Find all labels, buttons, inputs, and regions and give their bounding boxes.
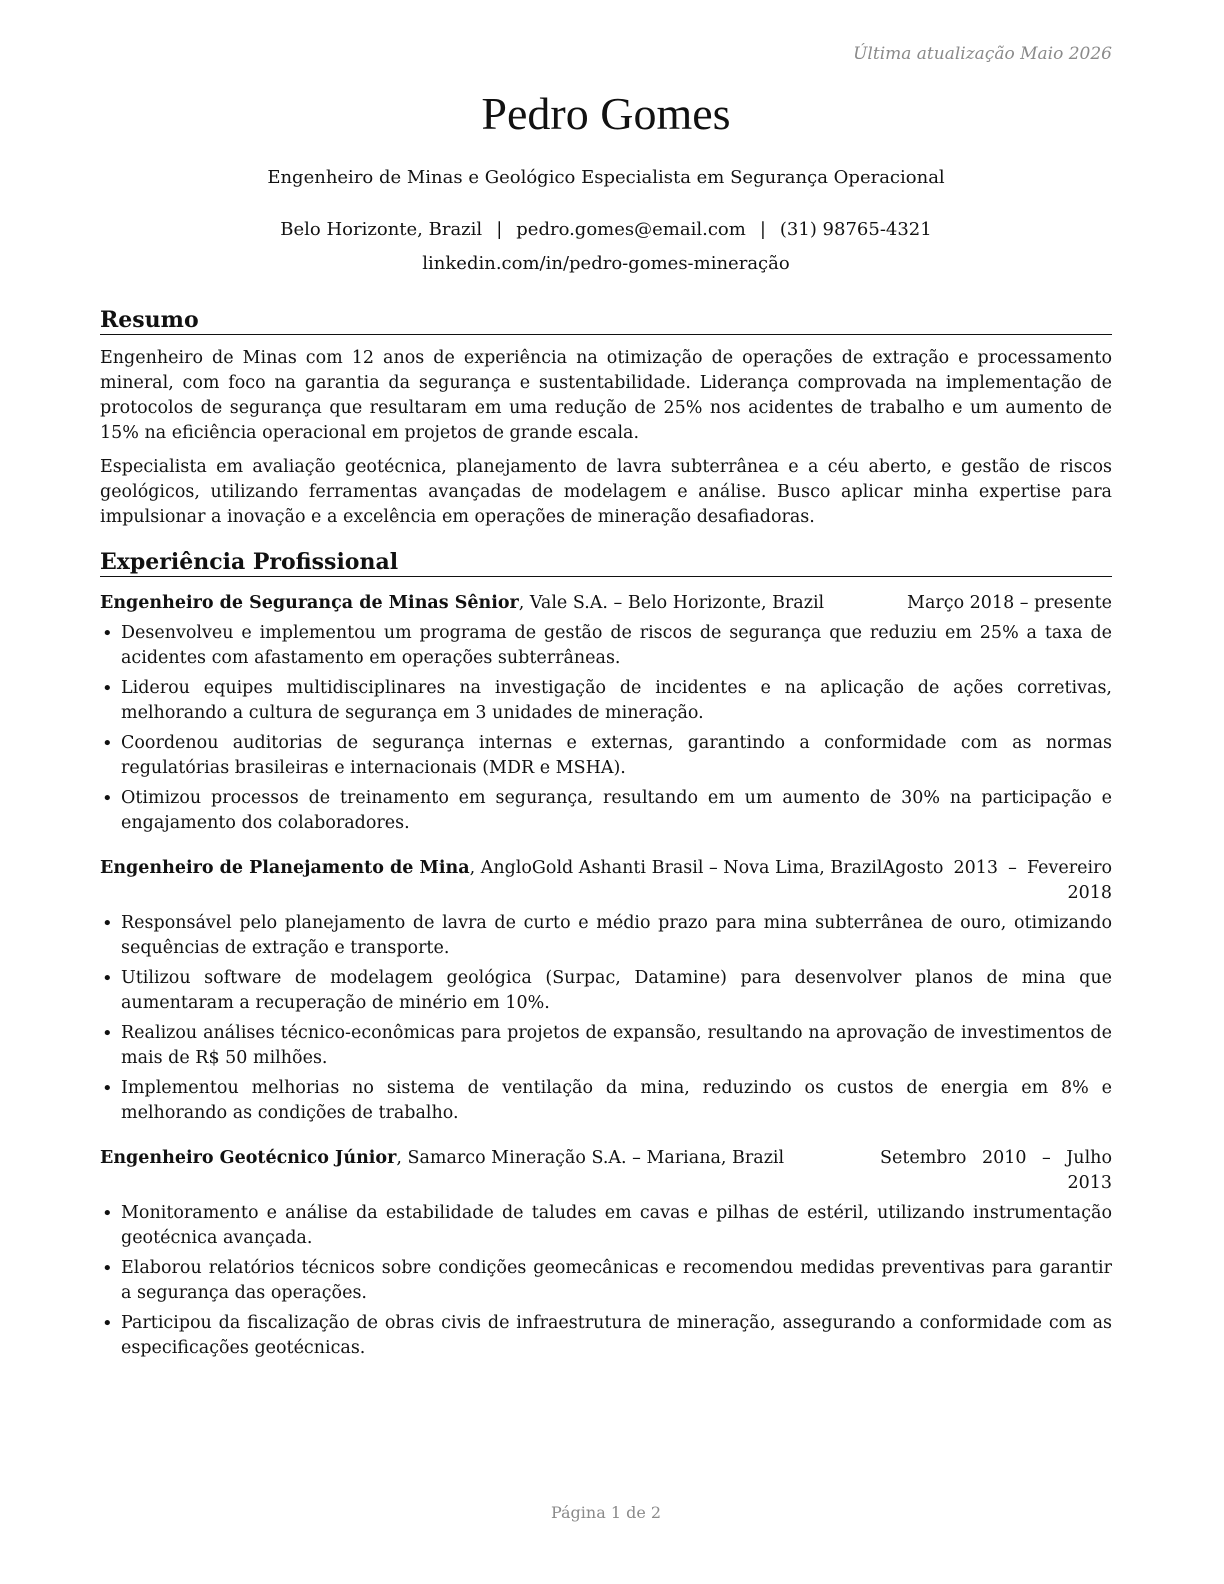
job-bullets bbox=[100, 911, 1112, 1126]
list-item: • Coordenou auditorias de segurança internas e externas, garantindo a conformidade com as normas regulatórias brasileiras e internacionais (MDR e MSHA). bbox=[100, 731, 1112, 781]
job-header bbox=[100, 1146, 1112, 1196]
job-header bbox=[100, 856, 1112, 906]
summary-body bbox=[100, 346, 1112, 539]
section-title-experience: Experiência Profissional bbox=[100, 551, 1112, 577]
last-updated: Última atualização Maio 2026 bbox=[853, 44, 1112, 64]
list-item: • Otimizou processos de treinamento em segurança, resultando em um aumento de 30% na participação e engajamento dos colaboradores. bbox=[100, 786, 1112, 836]
job-entry bbox=[100, 856, 1112, 1126]
job-company: , Vale S.A. – Belo Horizonte, Brazil bbox=[518, 593, 825, 613]
job-dates: Agosto 2013 – Fevereiro 2018 bbox=[882, 858, 1112, 903]
summary-paragraph: Engenheiro de Minas com 12 anos de experiência na otimização de operações de extração e processamento mineral, com foco na garantia da segurança e sustentabilidade. Liderança comprovada na implementação de protocolos de segurança que resultaram em uma redução de 25% nos acidentes de trabalho e um aumento de 15% na eficiência operacional em projetos de grande escala. bbox=[100, 348, 1112, 443]
list-item: • Participou da fiscalização de obras civis de infraestrutura de mineração, assegurando a conformidade com as especificações geotécnicas. bbox=[100, 1311, 1112, 1361]
job-title-line bbox=[100, 1146, 784, 1171]
job-title-line bbox=[100, 856, 882, 881]
list-item: • Responsável pelo planejamento de lavra de curto e médio prazo para mina subterrânea de ouro, otimizando sequências de extração e transporte. bbox=[100, 911, 1112, 961]
linkedin-link[interactable]: linkedin.com/in/pedro-gomes-mineração bbox=[422, 253, 790, 274]
list-item: • Elaborou relatórios técnicos sobre condições geomecânicas e recomendou medidas preventivas para garantir a segurança das operações. bbox=[100, 1256, 1112, 1306]
experience-list bbox=[100, 591, 1112, 1381]
summary-paragraph: Especialista em avaliação geotécnica, planejamento de lavra subterrânea e a céu aberto, e gestão de riscos geológicos, utilizando ferramentas avançadas de modelagem e análise. Busco aplicar minha expertise para impulsionar a inovação e a excelência em operações de mineração desafiadoras. bbox=[100, 457, 1112, 527]
list-item: • Implementou melhorias no sistema de ventilação da mina, reduzindo os custos de energia em 8% e melhorando as condições de trabalho. bbox=[100, 1076, 1112, 1126]
job-bullets bbox=[100, 621, 1112, 836]
contact-line bbox=[100, 219, 1112, 240]
job-role: Engenheiro de Planejamento de Mina bbox=[100, 858, 470, 878]
list-item: • Monitoramento e análise da estabilidade de taludes em cavas e pilhas de estéril, utilizando instrumentação geotécnica avançada. bbox=[100, 1201, 1112, 1251]
list-item: • Liderou equipes multidisciplinares na investigação de incidentes e na aplicação de ações corretivas, melhorando a cultura de segurança em 3 unidades de mineração. bbox=[100, 676, 1112, 726]
job-company: , AngloGold Ashanti Brasil – Nova Lima, Brazil bbox=[469, 858, 883, 878]
list-item: • Desenvolveu e implementou um programa de gestão de riscos de segurança que reduziu em 25% a taxa de acidentes com afastamento em operações subterrâneas. bbox=[100, 621, 1112, 671]
job-role: Engenheiro de Segurança de Minas Sênior bbox=[100, 593, 519, 613]
job-dates: Março 2018 – presente bbox=[907, 593, 1112, 613]
resume-page bbox=[100, 0, 1112, 1584]
location: Belo Horizonte, Brazil bbox=[280, 219, 483, 240]
candidate-headline: Engenheiro de Minas e Geológico Especialista em Segurança Operacional bbox=[267, 167, 945, 188]
job-title-line bbox=[100, 591, 824, 616]
job-header bbox=[100, 591, 1112, 616]
section-title-summary: Resumo bbox=[100, 309, 1112, 335]
job-company: , Samarco Mineração S.A. – Mariana, Brazil bbox=[396, 1148, 785, 1168]
list-item: • Utilizou software de modelagem geológica (Surpac, Datamine) para desenvolver planos de mina que aumentaram a recuperação de minério em 10%. bbox=[100, 966, 1112, 1016]
email-link[interactable]: pedro.gomes@email.com bbox=[516, 219, 746, 240]
contact-separator: | bbox=[496, 219, 503, 240]
job-role: Engenheiro Geotécnico Júnior bbox=[100, 1148, 397, 1168]
job-bullets bbox=[100, 1201, 1112, 1361]
page-number: Página 1 de 2 bbox=[550, 1503, 662, 1522]
job-dates: Setembro 2010 – Julho 2013 bbox=[880, 1148, 1112, 1193]
job-entry bbox=[100, 591, 1112, 836]
contact-separator: | bbox=[759, 219, 766, 240]
candidate-name: Pedro Gomes bbox=[481, 88, 731, 139]
job-entry bbox=[100, 1146, 1112, 1361]
list-item: • Realizou análises técnico-econômicas para projetos de expansão, resultando na aprovação de investimentos de mais de R$ 50 milhões. bbox=[100, 1021, 1112, 1071]
phone-number: (31) 98765-4321 bbox=[779, 219, 932, 240]
